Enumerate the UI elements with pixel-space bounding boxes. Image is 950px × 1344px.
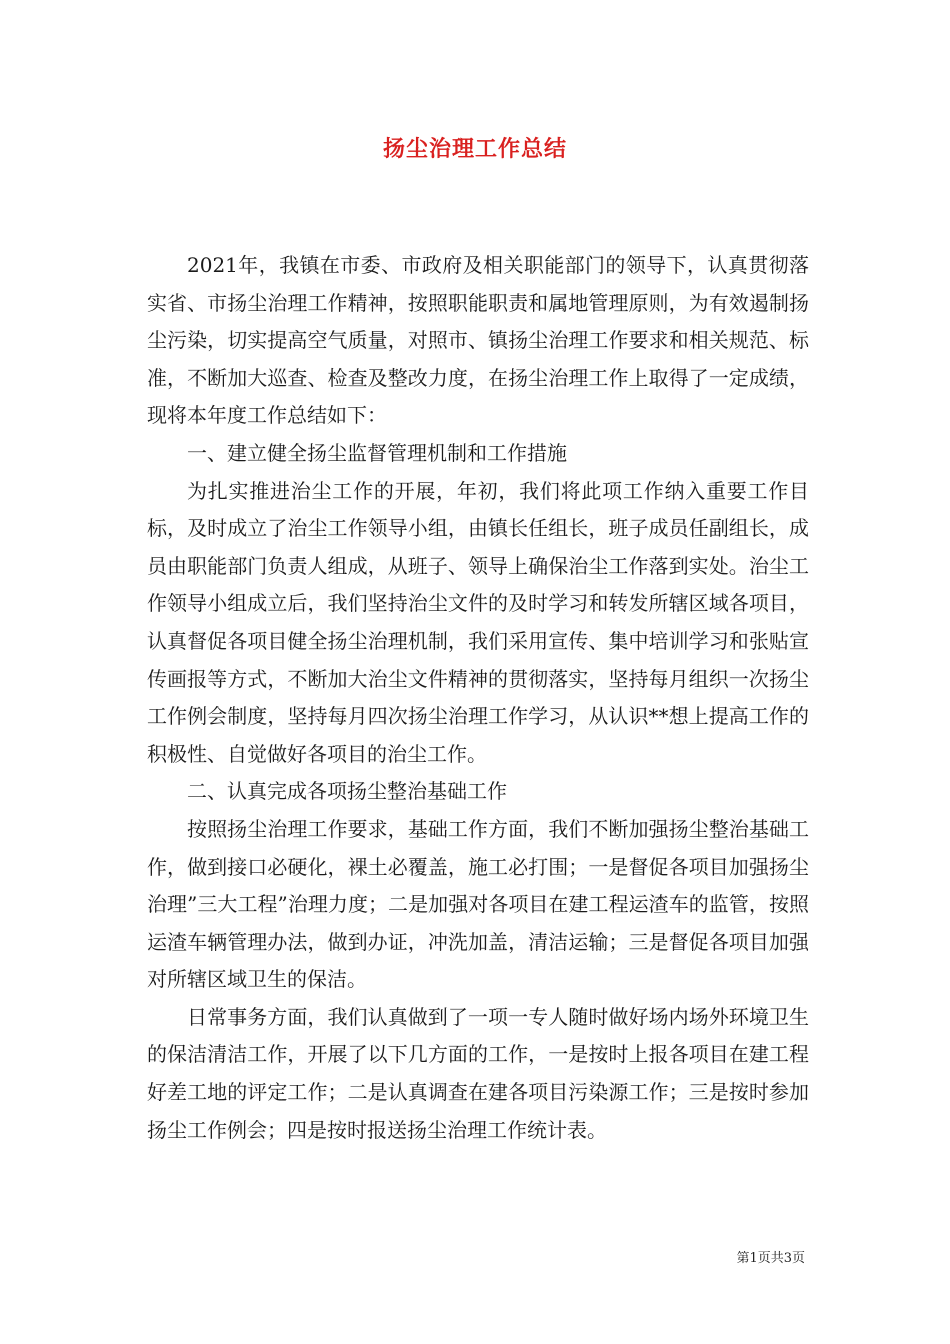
section-1-paragraph: 为扎实推进治尘工作的开展，年初，我们将此项工作纳入重要工作目标，及时成立了治尘工作领导小组，由镇长任组长，班子成员任副组长，成员由职能部门负责人组成，从班子、领导上确保治尘工作落到实处。治尘工作领导小组成立后，我们坚持治尘文件的及时学习和转发所辖区域各项目，认真督促各项目健全扬尘治理机制，我们采用宣传、集中培训学习和张贴宣传画报等方式，不断加大治尘文件精神的贯彻落实，坚持每月组织一次扬尘工作例会制度，坚持每月四次扬尘治理工作学习，从认识**想上提高工作的积极性、自觉做好各项目的治尘工作。 (147, 478, 809, 766)
document-body (147, 247, 809, 1149)
section-heading-2: 二、认真完成各项扬尘整治基础工作 (187, 779, 507, 804)
section-2-paragraph-2: 日常事务方面，我们认真做到了一项一专人随时做好场内场外环境卫生的保洁清洁工作，开展了以下几方面的工作，一是按时上报各项目在建工程好差工地的评定工作；二是认真调查在建各项目污染源工作；三是按时参加扬尘工作例会；四是按时报送扬尘治理工作统计表。 (147, 1004, 809, 1142)
intro-paragraph: 2021年，我镇在市委、市政府及相关职能部门的领导下，认真贯彻落实省、市扬尘治理工作精神，按照职能职责和属地管理原则，为有效遏制扬尘污染，切实提高空气质量，对照市、镇扬尘治理工作要求和相关规范、标准，不断加大巡查、检查及整改力度，在扬尘治理工作上取得了一定成绩，现将本年度工作总结如下： (147, 253, 809, 428)
document-title: 扬尘治理工作总结 (382, 136, 567, 162)
section-heading-1: 一、建立健全扬尘监督管理机制和工作措施 (187, 440, 567, 465)
section-2-paragraph-1: 按照扬尘治理工作要求，基础工作方面，我们不断加强扬尘整治基础工作，做到接口必硬化，裸土必覆盖，施工必打围；一是督促各项目加强扬尘治理”三大工程”治理力度；二是加强对各项目在建工程运渣车的监管，按照运渣车辆管理办法，做到办证，冲洗加盖，清洁运输；三是督促各项目加强对所辖区域卫生的保洁。 (147, 816, 809, 992)
page-number: 第1页共3页 (736, 1251, 805, 1266)
